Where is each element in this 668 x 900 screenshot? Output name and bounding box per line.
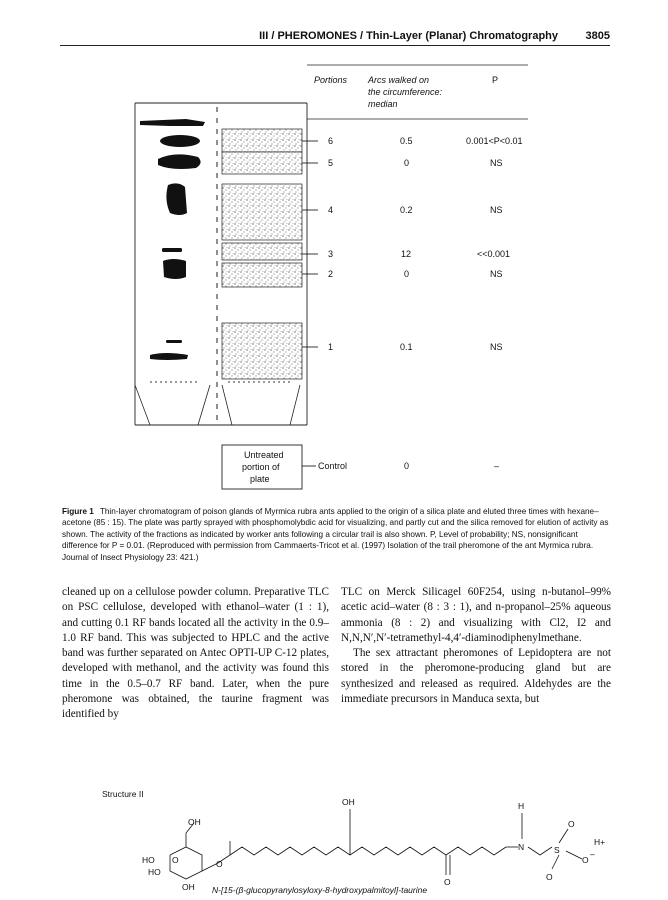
caption-label: Figure 1 bbox=[62, 507, 94, 516]
arcs-5: 0 bbox=[404, 158, 410, 168]
portion-4: 4 bbox=[328, 205, 334, 215]
structure-svg bbox=[62, 785, 622, 895]
p-1: NS bbox=[490, 342, 503, 352]
atom-oh-top: OH bbox=[188, 817, 201, 827]
portion-1: 1 bbox=[328, 342, 334, 352]
table-row-control bbox=[318, 461, 499, 471]
minus-sign: – bbox=[590, 849, 595, 859]
atom-s: S bbox=[554, 845, 560, 855]
atom-o-carbonyl: O bbox=[444, 877, 451, 887]
sprayed-spots bbox=[140, 119, 205, 360]
atom-o-minus: O bbox=[582, 855, 589, 865]
arcs-6: 0.5 bbox=[400, 136, 413, 146]
structure-ii bbox=[62, 785, 622, 895]
atom-oh-bottom: OH bbox=[182, 882, 195, 892]
structure-label: Structure II bbox=[102, 789, 144, 799]
header-arcs-3: median bbox=[368, 99, 398, 109]
atom-o-s2: O bbox=[546, 872, 553, 882]
header-arcs-1: Arcs walked on bbox=[368, 75, 430, 85]
atom-ho-2: HO bbox=[148, 867, 161, 877]
figure-1 bbox=[0, 55, 668, 495]
table-row-1 bbox=[328, 342, 503, 352]
band-pointers bbox=[302, 141, 318, 347]
untreated-label-1: Untreated bbox=[244, 450, 284, 460]
p-2: NS bbox=[490, 269, 503, 279]
table-row-2 bbox=[328, 269, 503, 279]
header-p: P bbox=[492, 75, 499, 85]
control-arcs: 0 bbox=[404, 461, 410, 471]
p-4: NS bbox=[490, 205, 503, 215]
body-column-left bbox=[62, 585, 329, 723]
header-arcs-2: the circumference: bbox=[368, 87, 443, 97]
portion-2: 2 bbox=[328, 269, 334, 279]
table-row-6 bbox=[328, 136, 523, 146]
untreated-label-2: portion of bbox=[242, 462, 280, 472]
page-header bbox=[0, 0, 668, 48]
p-3: <<0.001 bbox=[477, 249, 511, 259]
left-paragraph: cleaned up on a cellulose powder column. Preparative TLC on PSC cellulose, developed with ethanol–water (1 : 1), and cutting 0.1 RF bands located all the activity in the 0.9–1.0 RF band. This was subjected to HPLC and the active band was further separated on Antec OPTI-UP C-12 plates, developed with methanol, and the activity was found this time in the 0.5–0.7 RF band. Later, when the pure pheromone was obtained, the taurine fragment was identified by bbox=[62, 586, 329, 721]
atom-n: N bbox=[518, 842, 525, 852]
portion-3: 3 bbox=[328, 249, 334, 259]
atom-oh-chain: OH bbox=[342, 797, 355, 807]
arcs-1: 0.1 bbox=[400, 342, 413, 352]
atom-o-ring: O bbox=[172, 855, 179, 865]
atom-o-s1: O bbox=[568, 819, 575, 829]
table-row-3 bbox=[328, 249, 510, 259]
table-row-5 bbox=[328, 158, 503, 168]
header-portions: Portions bbox=[314, 75, 348, 85]
scraped-bands bbox=[222, 129, 302, 379]
p-6: 0.001<P<0.01 bbox=[466, 136, 523, 146]
figure-caption bbox=[62, 506, 612, 563]
atom-o-link: O bbox=[216, 859, 223, 869]
arcs-3: 12 bbox=[401, 249, 412, 259]
table-row-4 bbox=[328, 205, 503, 215]
right-paragraph-2: The sex attractant pheromones of Lepidoptera are not stored in the pheromone-producing gland but are synthesized and released as required. Aldehydes are the immediate precursors in Manduca sexta, but bbox=[341, 647, 611, 706]
body-column-right bbox=[341, 585, 611, 707]
untreated-box bbox=[222, 445, 316, 489]
portion-5: 5 bbox=[328, 158, 334, 168]
page-number: 3805 bbox=[585, 30, 610, 42]
atom-h-plus: H+ bbox=[594, 837, 606, 847]
p-5: NS bbox=[490, 158, 503, 168]
caption-text: Thin-layer chromatogram of poison glands of Myrmica rubra ants applied to the origin of a silica plate and eluted three times with hexane–acetone (85 : 15). The plate was partly sprayed with phosphomolybdic acid for visualizing, and partly cut and the silica removed for elution of activity as shown. The activity of the fractions as indicated by worker ants following a circular trail is also shown. P, Level of probability; NS, nonsignificant difference for P = 0.01. (Reproduced with permission from Cammaerts-Tricot et al. (1997) Isolation of the trail pheromone of the ant Myrmica rubra. Journal of Insect Physiology 23: 421.) bbox=[62, 507, 609, 562]
portion-6: 6 bbox=[328, 136, 334, 146]
right-paragraph-1: TLC on Merck Silicagel 60F254, using n-butanol–99% acetic acid–water (8 : 3 : 1), and n-propanol–25% aqueous ammonia (8 : 2) and visualizing with Cl2, I2 and N,N,N′,N′-tetramethyl-4,4′-diaminodiphenylmethane. bbox=[341, 586, 611, 644]
control-label: Control bbox=[318, 461, 348, 471]
header-rule bbox=[60, 45, 610, 46]
arcs-4: 0.2 bbox=[400, 205, 413, 215]
atom-ho-1: HO bbox=[142, 855, 155, 865]
arcs-2: 0 bbox=[404, 269, 410, 279]
untreated-label-3: plate bbox=[250, 474, 270, 484]
figure-svg bbox=[0, 55, 668, 495]
control-p: – bbox=[494, 461, 500, 471]
structure-caption: N-[15-(β-glucopyranylosyloxy-8-hydroxypalmitoyl]-taurine bbox=[212, 885, 428, 895]
atom-h: H bbox=[518, 801, 525, 811]
running-head: III / PHEROMONES / Thin-Layer (Planar) Chromatography bbox=[259, 30, 558, 42]
